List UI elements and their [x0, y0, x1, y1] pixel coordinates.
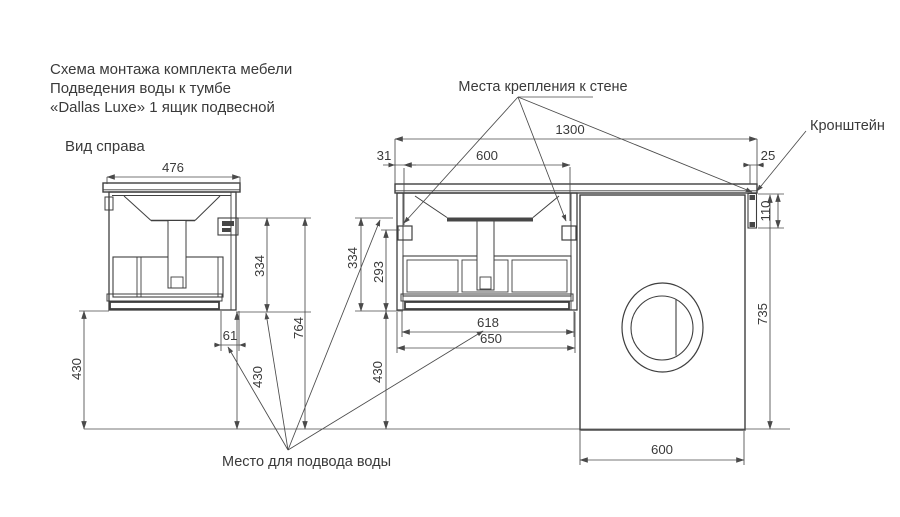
water-supply-label: Место для подвода воды: [222, 454, 391, 470]
front-view-drawing: [395, 184, 757, 310]
dim-label-334-front: 334: [345, 246, 360, 270]
title-line-2: Подведения воды к тумбе: [50, 80, 231, 97]
side-countertop: [103, 183, 240, 192]
dim-label-334-side: 334: [252, 254, 267, 278]
front-drain-pipe: [477, 221, 494, 290]
front-countertop: [395, 184, 757, 193]
title-line-3: «Dallas Luxe» 1 ящик подвесной: [50, 99, 275, 116]
washer-door: [622, 283, 703, 372]
side-view-drawing: [103, 183, 240, 310]
dim-line-61: [214, 343, 246, 348]
dim-label-600-top: 600: [475, 148, 499, 163]
dim-label-31: 31: [376, 148, 392, 163]
dim-label-430-left: 430: [69, 357, 84, 381]
front-left-mount-bracket: [398, 226, 412, 240]
dim-label-476: 476: [161, 160, 185, 175]
dim-label-764: 764: [291, 316, 306, 340]
dim-line-25: [743, 163, 764, 168]
washer-body: [580, 195, 745, 430]
dim-label-650: 650: [479, 331, 503, 346]
wall-mounts-leaders: [404, 97, 752, 223]
view-label: Вид справа: [65, 138, 145, 155]
front-sink-silhouette: [415, 196, 559, 222]
dim-label-25: 25: [760, 148, 776, 163]
front-right-mount-bracket: [562, 226, 576, 240]
side-bottom-panels: [107, 294, 222, 309]
side-drain-pipe: [168, 221, 186, 289]
title-line-1: Схема монтажа комплекта мебели: [50, 61, 293, 78]
dimension-labels: [69, 122, 775, 457]
dim-line-31: [383, 163, 416, 168]
side-sink-bowl: [112, 196, 231, 221]
washing-machine-drawing: [580, 194, 757, 431]
title-block: [50, 61, 292, 155]
dim-label-430-center: 430: [250, 365, 265, 389]
wall-bracket: [748, 194, 757, 229]
dimension-lines: [84, 139, 778, 460]
dim-label-430-front: 430: [370, 360, 385, 384]
dim-label-61: 61: [222, 328, 238, 343]
annotations: [222, 79, 885, 470]
dim-label-600-bottom: 600: [650, 442, 674, 457]
dim-label-735: 735: [755, 302, 770, 326]
dim-label-1300: 1300: [555, 122, 585, 137]
bracket-label: Кронштейн: [810, 118, 885, 134]
dim-label-110: 110: [758, 200, 773, 222]
dim-label-618: 618: [476, 315, 500, 330]
dim-label-293: 293: [371, 260, 386, 284]
side-hanger-bracket: [218, 218, 238, 235]
wall-mounts-label: Места крепления к стене: [458, 79, 628, 95]
